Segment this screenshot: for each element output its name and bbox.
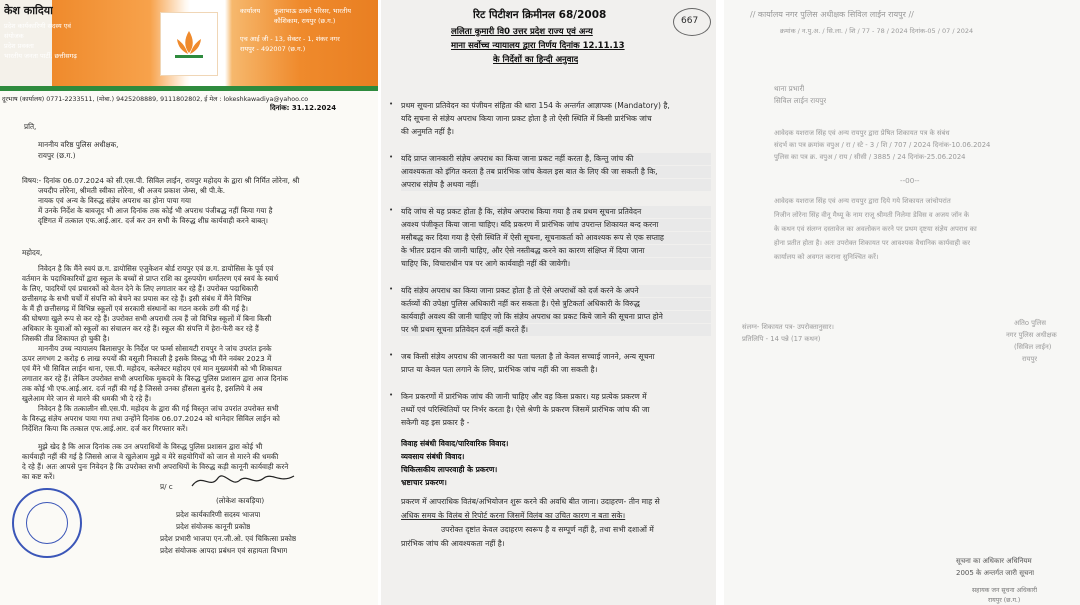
judgment-line: प्रारंभिक जांच की आवश्यकता नहीं है।: [401, 539, 505, 548]
subject-line: जयदीप लोरेना, श्रीमती स्वीका लोरेना, श्री अजय प्रकाश जेम्स, श्री पी.के.: [38, 186, 226, 195]
letter-date: दिनांक: 31.12.2024: [270, 104, 337, 112]
judgment-line: यदि संज्ञेय अपराध का किया जाना प्रकट होता है तो ऐसे अपराधों को दर्ज करने के अपने: [401, 285, 711, 297]
letterhead-left-line: संयोजक: [4, 32, 24, 40]
office-heading: // कार्यालय नगर पुलिस अधीक्षक सिविल लाईन रायपुर //: [750, 10, 914, 19]
subject-line: संदर्भ का पत्र क्रमांक वपुअ / रा / स्टे - 3 / शि / 707 / 2024 दिनांक-10.06.2024: [774, 141, 991, 149]
body-line: अधिकार के युवाओं को स्कूलों का संचालन कर रहे हैं। स्कूल की संपत्ति में हेरा-फेरी कर रहे हैं: [22, 324, 259, 333]
enclosure-line: संलग्न- शिकायत पत्र- उपरोक्तानुसार।: [742, 323, 834, 331]
enclosure-line: प्रतिलिपि - 14 पन्ने (17 कथन): [742, 335, 821, 343]
body-line: जिसकी तीव्र शिकायत हो चुकी है।: [22, 334, 110, 343]
judgment-line: किन प्रकरणों में प्रारंभिक जांच की जानी चाहिए और वह किस प्रकार। यह प्रत्येक प्रकरण में: [401, 392, 647, 401]
salutation: प्रति,: [24, 122, 37, 131]
list-bullet: •: [389, 206, 394, 214]
official-seal: [12, 488, 82, 558]
list-bullet: •: [389, 153, 394, 161]
body-line: वर्तमान के पदाधिकारियों द्वारा स्कूल के बच्चों से प्राप्त राशि का दुरुपयोग धर्मांतरण एवं स्वयं के स्वार्थ: [22, 274, 279, 283]
judgment-line: चाहिए कि, विचाराधीन पत्र पर आगे कार्यवाही नहीं की जावेगी।: [401, 258, 711, 270]
rti-footer: सहायक जन सूचना अधिकारी: [972, 587, 1038, 594]
body-line: दे रहे हैं। अतः आपसे पुनः निवेदन है कि उपरोक्त सभी अपराधियों के विरुद्ध कड़ी कानूनी कार्यवाही करने: [22, 462, 289, 471]
subject-line: पुलिस का पत्र क्र. वपुअ / राय / सीसी / 3885 / 24 दिनांक-25.06.2024: [774, 153, 966, 161]
subject-line: में उनके निर्देश के बावजूद भी आज दिनांक तक कोई भी अपराध पंजीबद्ध नहीं किया गया है: [38, 206, 273, 215]
judgment-line: कर्तव्यों की उपेक्षा पुलिस अधिकारी नहीं कर सकता है। ऐसे त्रुटिकर्ता अधिकारी के विरुद्ध: [401, 298, 711, 310]
addressee-line: रायपुर (छ.ग.): [38, 151, 76, 160]
lotus-icon: [171, 27, 207, 61]
judgment-line: प्रकरण में आपराधिक वितंब/अभियोजन शुरू करने की अवधि बीत जाना। उदाहरण- तीन माह से: [401, 497, 660, 506]
judgment-line: पर भी प्रथम सूचना प्रतिवेदन दर्ज नहीं करते हैं।: [401, 324, 711, 336]
order-body-line: होना प्रतीत होता है। अतः उपरोक्त शिकायत पर आवश्यक वैधानिक कार्यवाही कर: [774, 239, 971, 247]
subject-line: नायक एवं अन्य के विरुद्ध संज्ञेय अपराध का होना पाया गया: [38, 196, 191, 205]
case-court: माना सर्वोच्च न्यायालय द्वारा निर्णय दिनांक 12.11.13: [451, 41, 625, 51]
order-body-line: कार्यालय को अवगत कराना सुनिश्चित करें।: [774, 253, 879, 261]
subject-line: विषय:- दिनांक 06.07.2024 को सी.एस.पी. सिविल लाईन, रायपुर महोदय के द्वारा श्री निर्मित लोरेना, श्री: [22, 176, 300, 185]
page-number-circle: [673, 8, 711, 36]
officer-title: नगर पुलिस अधीक्षक: [1006, 331, 1057, 339]
letterhead: [0, 0, 378, 86]
police-order-panel: [724, 0, 1080, 605]
body-line: निर्देशित किया कि तत्काल एफ.आई.आर. दर्ज कर गिरफ्तार करें।: [22, 424, 188, 433]
signature-title: प्रदेश कार्यकारिणी सदस्य भाजपा: [176, 510, 261, 519]
judgment-line: आवश्यकता को इंगित करता है तब प्रारंभिक जांच केवल इस बात के लिए की जा सकती है कि,: [401, 166, 711, 178]
page-number: 667: [681, 16, 699, 26]
body-line: के मैं ही छत्तीसगढ़ में विभिन्न स्कूलों एवं सरकारी संस्थानों का गठन करके ठगी की गई है।: [22, 304, 249, 313]
rti-footer: सूचना का अधिकार अधिनियम: [956, 557, 1032, 565]
signature-title: प्रदेश संयोजक आपदा प्रबंधन एवं सहायता विभाग: [160, 546, 288, 555]
judgment-line: कार्यवाही अवश्य की जानी चाहिए जो कि संज्ञेय अपराध का प्रकट किये जाने की सूचना प्राप्त होने: [401, 311, 711, 323]
body-line: मुझे खेद है कि आज दिनांक तक उन अपराधियों के विरुद्ध पुलिस प्रशासन द्वारा कोई भी: [38, 442, 263, 451]
recipient-line: सिविल लाईन रायपुर: [774, 96, 827, 105]
body-line: माननीय उच्च न्यायालय बिलासपुर के निर्देश पर फर्म्स सोसायटी रायपुर ने जांच उपरांत इनके: [38, 344, 272, 353]
judgment-line: प्रथम सूचना प्रतिवेदन का पंजीयन संहिता की धारा 154 के अन्तर्गत आज्ञापक (Mandatory) है,: [401, 101, 670, 110]
officer-title: रायपुर: [1022, 355, 1038, 363]
subject-line: आवेदक यशराज सिंह एवं अन्य रायपुर द्वारा प्रेषित शिकायत पत्र के संबंध: [774, 129, 950, 137]
divider-mark: --00--: [900, 176, 920, 185]
body-line: ऊपर लगभग 2 करोड़ 6 लाख रुपयों की वसूली निकाली है इसके विरुद्ध भी मैंने नवंबर 2023 में: [22, 354, 272, 363]
judgment-line: की अनुमति नहीं है।: [401, 127, 455, 136]
officer-title: अतिo पुलिस: [1014, 319, 1046, 327]
judgment-line: अधिक समय के विलंब से रिपोर्ट करना जिसमें विलंब का उचित कारण न बता सके।: [401, 511, 626, 520]
recipient-line: थाना प्रभारी: [774, 84, 805, 93]
greeting: महोदय,: [22, 248, 43, 257]
signature-name: (लोकेश कावड़िया): [216, 496, 265, 505]
judgment-line: यदि सूचना से संज्ञेय अपराध किया जाना प्रकट होता है तो ऐसी स्थिति में किसी प्रारंभिक जांच: [401, 114, 652, 123]
list-bullet: •: [389, 285, 394, 293]
panel-divider: [716, 0, 724, 605]
body-line: निवेदन है कि मैंने स्वयं छ.ग. डायोसिस एजुकेशन बोर्ड रायपुर एवं छ.ग. डायोसिस के पूर्व एवं: [38, 264, 274, 273]
reference-line: क्रमांक / न.पु.अ. / सि.ला. / शि / 77 - 78 / 2024 दिनांक-05 / 07 / 2024: [780, 27, 974, 35]
order-body-line: आवेदक यशराज सिंह एवं अन्य रायपुर द्वारा दिये गये शिकायत जांचोपरांत: [774, 197, 951, 205]
subject-line: दृष्टिगत में तत्काल एफ.आई.आर. दर्ज कर उन सभी के विरुद्ध शीघ्र कार्यवाही करने बाबत्।: [38, 216, 268, 225]
judgment-line: तथ्यों एवं परिस्थितियों पर निर्भर करता है। ऐसे श्रेणी के प्रकरण जिसमें प्रारंभिक जांच की जा: [401, 405, 650, 414]
judgment-line: प्राप्त या केवल पता लगाने के लिए, प्रारंभिक जांच नहीं की जा सकती है।: [401, 365, 598, 374]
petition-title: रिट पिटीशन क्रिमीनल 68/2008: [473, 9, 607, 21]
body-line: के विरुद्ध संज्ञेय अपराध पाया गया तथा उन्होंने दिनांक 06.07.2024 को थानेदार सिविल लाईन को: [22, 414, 280, 423]
judgment-line: अवश्य पंजीकृत किया जाना चाहिए। यदि प्रकरण में प्रारंभिक जांच उपरान्त शिकायत बन्द करना: [401, 219, 711, 231]
body-line: की घोषणा खुले रूप से कर रहे हैं। उपरोक्त सभी अपराधी तत्व हैं जो विभिन्न स्कूलों में बिना किसी: [22, 314, 272, 323]
body-line: का कष्ट करें।: [22, 472, 55, 481]
signature-mark: [188, 468, 298, 494]
letter-panel: [0, 0, 378, 605]
judgment-line: सकेगी वह इस प्रकार है -: [401, 418, 470, 427]
judgment-line: यदि जांच से यह प्रकट होता है कि, संज्ञेय अपराध किया गया है तब प्रथम सूचना प्रतिवेदन: [401, 206, 711, 218]
letterhead-right-line: कार्यालय: [240, 7, 261, 15]
rti-footer: 2005 के अन्तर्गत जारी सूचना: [956, 569, 1035, 577]
addressee-line: माननीय वरिष्ठ पुलिस अधीक्षक,: [38, 140, 119, 149]
case-category: चिकित्सकीय लापरवाही के प्रकरण।: [401, 465, 498, 474]
signature-title: प्रदेश संयोजक कानूनी प्रकोष्ठ: [176, 522, 251, 531]
letterhead-rule: [0, 86, 378, 91]
judgment-line: यदि प्राप्त जानकारी संज्ञेय अपराध का किया जाना प्रकट नहीं करता है, किन्तु जांच की: [401, 153, 711, 165]
bjp-lotus-logo: [160, 12, 218, 76]
judgment-panel: [381, 0, 716, 605]
body-line: एवं मैंने भी सिविल लाईन थाना, एस.पी. महोदय, कलेक्टर महोदय एवं मान मुख्यमंत्री को भी शिकायत: [22, 364, 282, 373]
cc-mark: प्र/ c: [160, 482, 173, 491]
judgment-line: जब किसी संज्ञेय अपराध की जानकारी का पता चलता है तो केवल सच्चाई जानने, अन्य सूचना: [401, 352, 655, 361]
case-translation: के निर्देशों का हिन्दी अनुवाद: [493, 55, 579, 65]
body-line: तक कोई भी एफ.आई.आर. दर्ज नहीं की गई है जिससे उनका हौंसला बुलंद है, इसलिये वे अब: [22, 384, 263, 393]
list-bullet: •: [389, 391, 394, 399]
body-line: लगातार कर रहे हैं। लेकिन उपरोक्त सभी अपराधिक मुकदमे के विरुद्ध पुलिस प्रशासन द्वारा आज दिनांक: [22, 374, 288, 383]
letterhead-right-line: रायपुर - 492007 (छ.ग.): [240, 45, 306, 53]
rti-footer: रायपुर (छ.ग.): [988, 597, 1021, 604]
contact-line: दूरभाष (कार्यालय) 0771-2233511, (मोबा.) 9425208889, 9111802802, ई मेल : lokeshkawadiya@yahoo.co: [2, 96, 309, 103]
body-line: के लिए, पादरियों एवं प्रचारकों को वेतन देने के लिए लगातार कर रहे हैं। उपरोक्त पदाधिकारी: [22, 284, 259, 293]
order-body-line: निजीन लोरेना सिंह वीनू मैथ्यू के नाम राजू श्रीमती निलेमा डेविस व अजय जॉन के: [774, 211, 970, 219]
body-line: निवेदन है कि तत्कालीन सी.एस.पी. महोदय के द्वारा की गई विस्तृत जांच उपरांत उपरोक्त सभी: [38, 404, 279, 413]
body-line: खुलेआम मेरे जान से मारने की धमकी भी दे रहे हैं।: [22, 394, 152, 403]
letterhead-left-line: प्रदेश प्रवक्ता: [4, 42, 34, 50]
judgment-line: के भीतर प्रदान की जानी चाहिए, और ऐसे नस्तीबद्ध करने का कारण संक्षिप्त में दिया जाना: [401, 245, 711, 257]
judgment-line: उपरोक्त दृष्टांत केवल उदाहरण स्वरूप है व सम्पूर्ण नहीं है, तथा सभी दशाओं में: [441, 525, 654, 534]
letterhead-left-line: प्रदेश कार्यकारिणी सदस्य एवं: [4, 22, 71, 30]
order-body-line: के कथन एवं संलग्न दस्तावेज का अवलोकन करने पर प्रथम दृष्टया संज्ञेय अपराध का: [774, 225, 977, 233]
letterhead-name: केश कादिया: [4, 4, 53, 17]
letterhead-right-line: एच आई जी - 13, सेक्टर - 1, शंकर नगर: [240, 35, 340, 43]
case-category: व्यवसाय संबंधी विवाद।: [401, 452, 465, 461]
list-bullet: •: [389, 351, 394, 359]
judgment-line: अपराध संज्ञेय है अथवा नहीं।: [401, 179, 711, 191]
officer-title: (सिविल लाईन): [1014, 343, 1052, 351]
case-category: विवाह संबंधी विवाद/पारिवारिक विवाद।: [401, 439, 509, 448]
case-category: भ्रष्टाचार प्रकरण।: [401, 478, 447, 487]
letterhead-right-line: कौशिकाम, रायपुर (छ.ग.): [274, 17, 336, 25]
body-line: छत्तीसगढ़ के सभी चर्चों में संपत्ति को बेचने का प्रयास कर रहे हैं। इसी संबंध में मैंने विभिन्न: [22, 294, 252, 303]
body-line: कार्यवाही नहीं की गई है जिससे आज वे खुलेआम मुझे व मेरे सहयोगियों को जान से मारने की धमकी: [22, 452, 279, 461]
case-name: ललिता कुमारी वि0 उत्तर प्रदेश राज्य एवं अन्य: [451, 27, 593, 37]
judgment-line: मसौबद्ध कर दिया गया है ऐसी स्थिति में ऐसी सूचना, सूचनाकर्ता को आवश्यक रूप से एक सप्ताह: [401, 232, 711, 244]
list-bullet: •: [389, 100, 394, 108]
letterhead-right-line: कुशाभाऊ ठाकरे परिसर, भारतीय: [274, 7, 351, 15]
signature-title: प्रदेश प्रभारी भाजपा एन.जी.ओ. एवं चिकित्सा प्रकोष्ठ: [160, 534, 297, 543]
letterhead-left-line: भारतीय जनता पार्टी, छत्तीसगढ़: [4, 52, 77, 60]
